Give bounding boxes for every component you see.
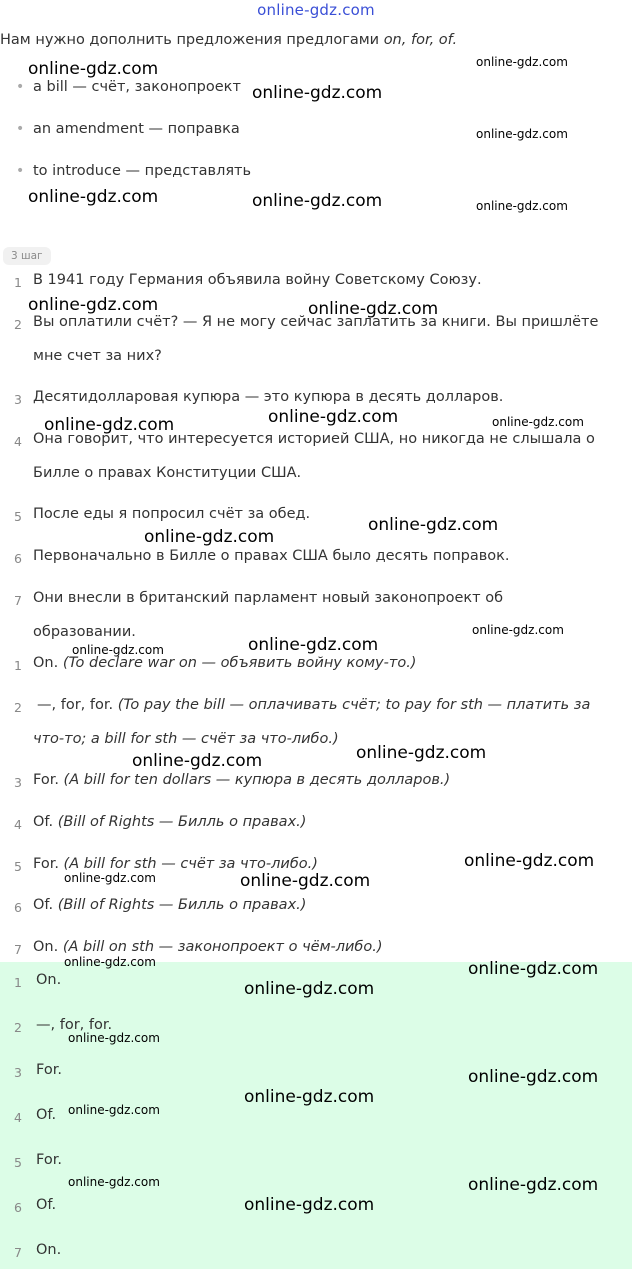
final-answer-number: 5	[14, 1155, 22, 1170]
final-answer: For.	[36, 1062, 62, 1078]
sentence-line: мне счет за них?	[33, 348, 162, 364]
sentence-number: 6	[14, 551, 22, 566]
final-answer-number: 2	[14, 1020, 22, 1035]
sentence-number: 1	[14, 275, 22, 290]
watermark: online-gdz.com	[68, 1031, 160, 1045]
explanation-note: (A bill for ten dollars — купюра в десять долларов.)	[63, 772, 451, 788]
vocab-item	[16, 121, 240, 137]
watermark: online-gdz.com	[464, 851, 595, 871]
watermark: online-gdz.com	[252, 83, 383, 103]
sentence-line: Билле о правах Конституции США.	[33, 465, 302, 481]
watermark: online-gdz.com	[28, 187, 159, 207]
watermark: online-gdz.com	[28, 295, 159, 315]
step-badge: 3 шаг	[3, 247, 51, 265]
watermark: online-gdz.com	[308, 299, 439, 319]
explanation-answer: —, for, for.	[37, 697, 114, 713]
watermark: online-gdz.com	[72, 643, 164, 657]
final-answer-number: 6	[14, 1200, 22, 1215]
final-answer: For.	[36, 1152, 62, 1168]
explanation-note: (Bill of Rights — Билль о правах.)	[57, 814, 307, 830]
explanation-line	[33, 814, 306, 830]
watermark: online-gdz.com	[476, 55, 568, 69]
vocab-text: to introduce — представлять	[33, 163, 252, 179]
watermark: online-gdz.com	[252, 191, 383, 211]
explanation-note: что-то; a bill for sth — счёт за что-либо.)	[33, 731, 339, 747]
final-answer-number: 4	[14, 1110, 22, 1125]
explanation-answer: On.	[33, 939, 59, 955]
sentence-line: Первоначально в Билле о правах США было десять поправок.	[33, 548, 510, 564]
task-intro	[0, 32, 457, 48]
explanation-answer: For.	[33, 856, 59, 872]
sentence-line: образовании.	[33, 624, 136, 640]
watermark: online-gdz.com	[244, 1195, 375, 1215]
watermark: online-gdz.com	[64, 871, 156, 885]
vocab-text: an amendment — поправка	[33, 121, 240, 137]
final-answer: —, for, for.	[36, 1017, 113, 1033]
watermark: online-gdz.com	[476, 199, 568, 213]
sentence-line: Десятидолларовая купюра — это купюра в десять долларов.	[33, 389, 504, 405]
watermark: online-gdz.com	[68, 1175, 160, 1189]
vocab-item	[16, 163, 251, 179]
watermark: online-gdz.com	[44, 415, 175, 435]
site-title[interactable]: online-gdz.com	[257, 1, 375, 19]
watermark: online-gdz.com	[492, 415, 584, 429]
watermark: online-gdz.com	[468, 1175, 599, 1195]
bullet-dot-icon: •	[16, 121, 25, 137]
final-answer: On.	[36, 972, 62, 988]
explanation-answer: Of.	[33, 814, 54, 830]
sentence-number: 7	[14, 593, 22, 608]
explanation-number: 7	[14, 942, 22, 957]
final-answer-number: 3	[14, 1065, 22, 1080]
watermark: online-gdz.com	[68, 1103, 160, 1117]
final-answer-number: 7	[14, 1245, 22, 1260]
sentence-line: После еды я попросил счёт за обед.	[33, 506, 311, 522]
explanation-number: 4	[14, 817, 22, 832]
watermark: online-gdz.com	[476, 127, 568, 141]
explanation-answer: For.	[33, 772, 59, 788]
sentence-number: 5	[14, 509, 22, 524]
explanation-answer: Of.	[33, 897, 54, 913]
watermark: online-gdz.com	[132, 751, 263, 771]
explanation-line	[33, 772, 450, 788]
watermark: online-gdz.com	[240, 871, 371, 891]
explanation-number: 3	[14, 775, 22, 790]
explanation-number: 2	[14, 700, 22, 715]
sentence-number: 2	[14, 317, 22, 332]
bullet-dot-icon: •	[16, 163, 25, 179]
final-answer: Of.	[36, 1197, 57, 1213]
intro-prepositions: on, for, of.	[383, 32, 458, 48]
explanation-note: (To pay the bill — оплачивать счёт; to pay for sth — платить за	[117, 697, 591, 713]
final-answer: On.	[36, 1242, 62, 1258]
vocab-item	[16, 79, 241, 95]
explanation-line	[33, 856, 318, 872]
sentence-line: Она говорит, что интересуется историей США, но никогда не слышала о	[33, 431, 595, 447]
explanation-note: (Bill of Rights — Билль о правах.)	[57, 897, 307, 913]
explanation-number: 1	[14, 658, 22, 673]
vocab-text: a bill — счёт, законопроект	[33, 79, 241, 95]
watermark: online-gdz.com	[356, 743, 487, 763]
explanation-line	[33, 897, 306, 913]
sentence-line: Они внесли в британский парламент новый законопроект об	[33, 590, 504, 606]
explanation-number: 6	[14, 900, 22, 915]
watermark: online-gdz.com	[64, 955, 156, 969]
watermark: online-gdz.com	[244, 979, 375, 999]
sentence-number: 4	[14, 434, 22, 449]
watermark: online-gdz.com	[144, 527, 275, 547]
watermark: online-gdz.com	[368, 515, 499, 535]
sentence-number: 3	[14, 392, 22, 407]
explanation-line	[33, 731, 339, 747]
explanation-number: 5	[14, 859, 22, 874]
bullet-dot-icon: •	[16, 79, 25, 95]
sentence-line: Вы оплатили счёт? — Я не могу сейчас заплатить за книги. Вы пришлёте	[33, 314, 599, 330]
explanation-line	[33, 655, 416, 671]
watermark: online-gdz.com	[248, 635, 379, 655]
watermark: online-gdz.com	[472, 623, 564, 637]
watermark: online-gdz.com	[268, 407, 399, 427]
sentence-line: В 1941 году Германия объявила войну Советскому Союзу.	[33, 272, 482, 288]
watermark: online-gdz.com	[28, 59, 159, 79]
explanation-note: (A bill for sth — счёт за что-либо.)	[63, 856, 318, 872]
explanation-note: (A bill on sth — законопроект о чём-либо.)	[62, 939, 383, 955]
intro-text: Нам нужно дополнить предложения предлогами	[0, 32, 384, 48]
explanation-answer: On.	[33, 655, 59, 671]
explanation-line	[37, 697, 590, 713]
explanation-note: (To declare war on — объявить войну кому-то.)	[62, 655, 417, 671]
final-answer-number: 1	[14, 975, 22, 990]
final-answer: Of.	[36, 1107, 57, 1123]
explanation-line	[33, 939, 383, 955]
watermark: online-gdz.com	[244, 1087, 375, 1107]
watermark: online-gdz.com	[468, 1067, 599, 1087]
watermark: online-gdz.com	[468, 959, 599, 979]
